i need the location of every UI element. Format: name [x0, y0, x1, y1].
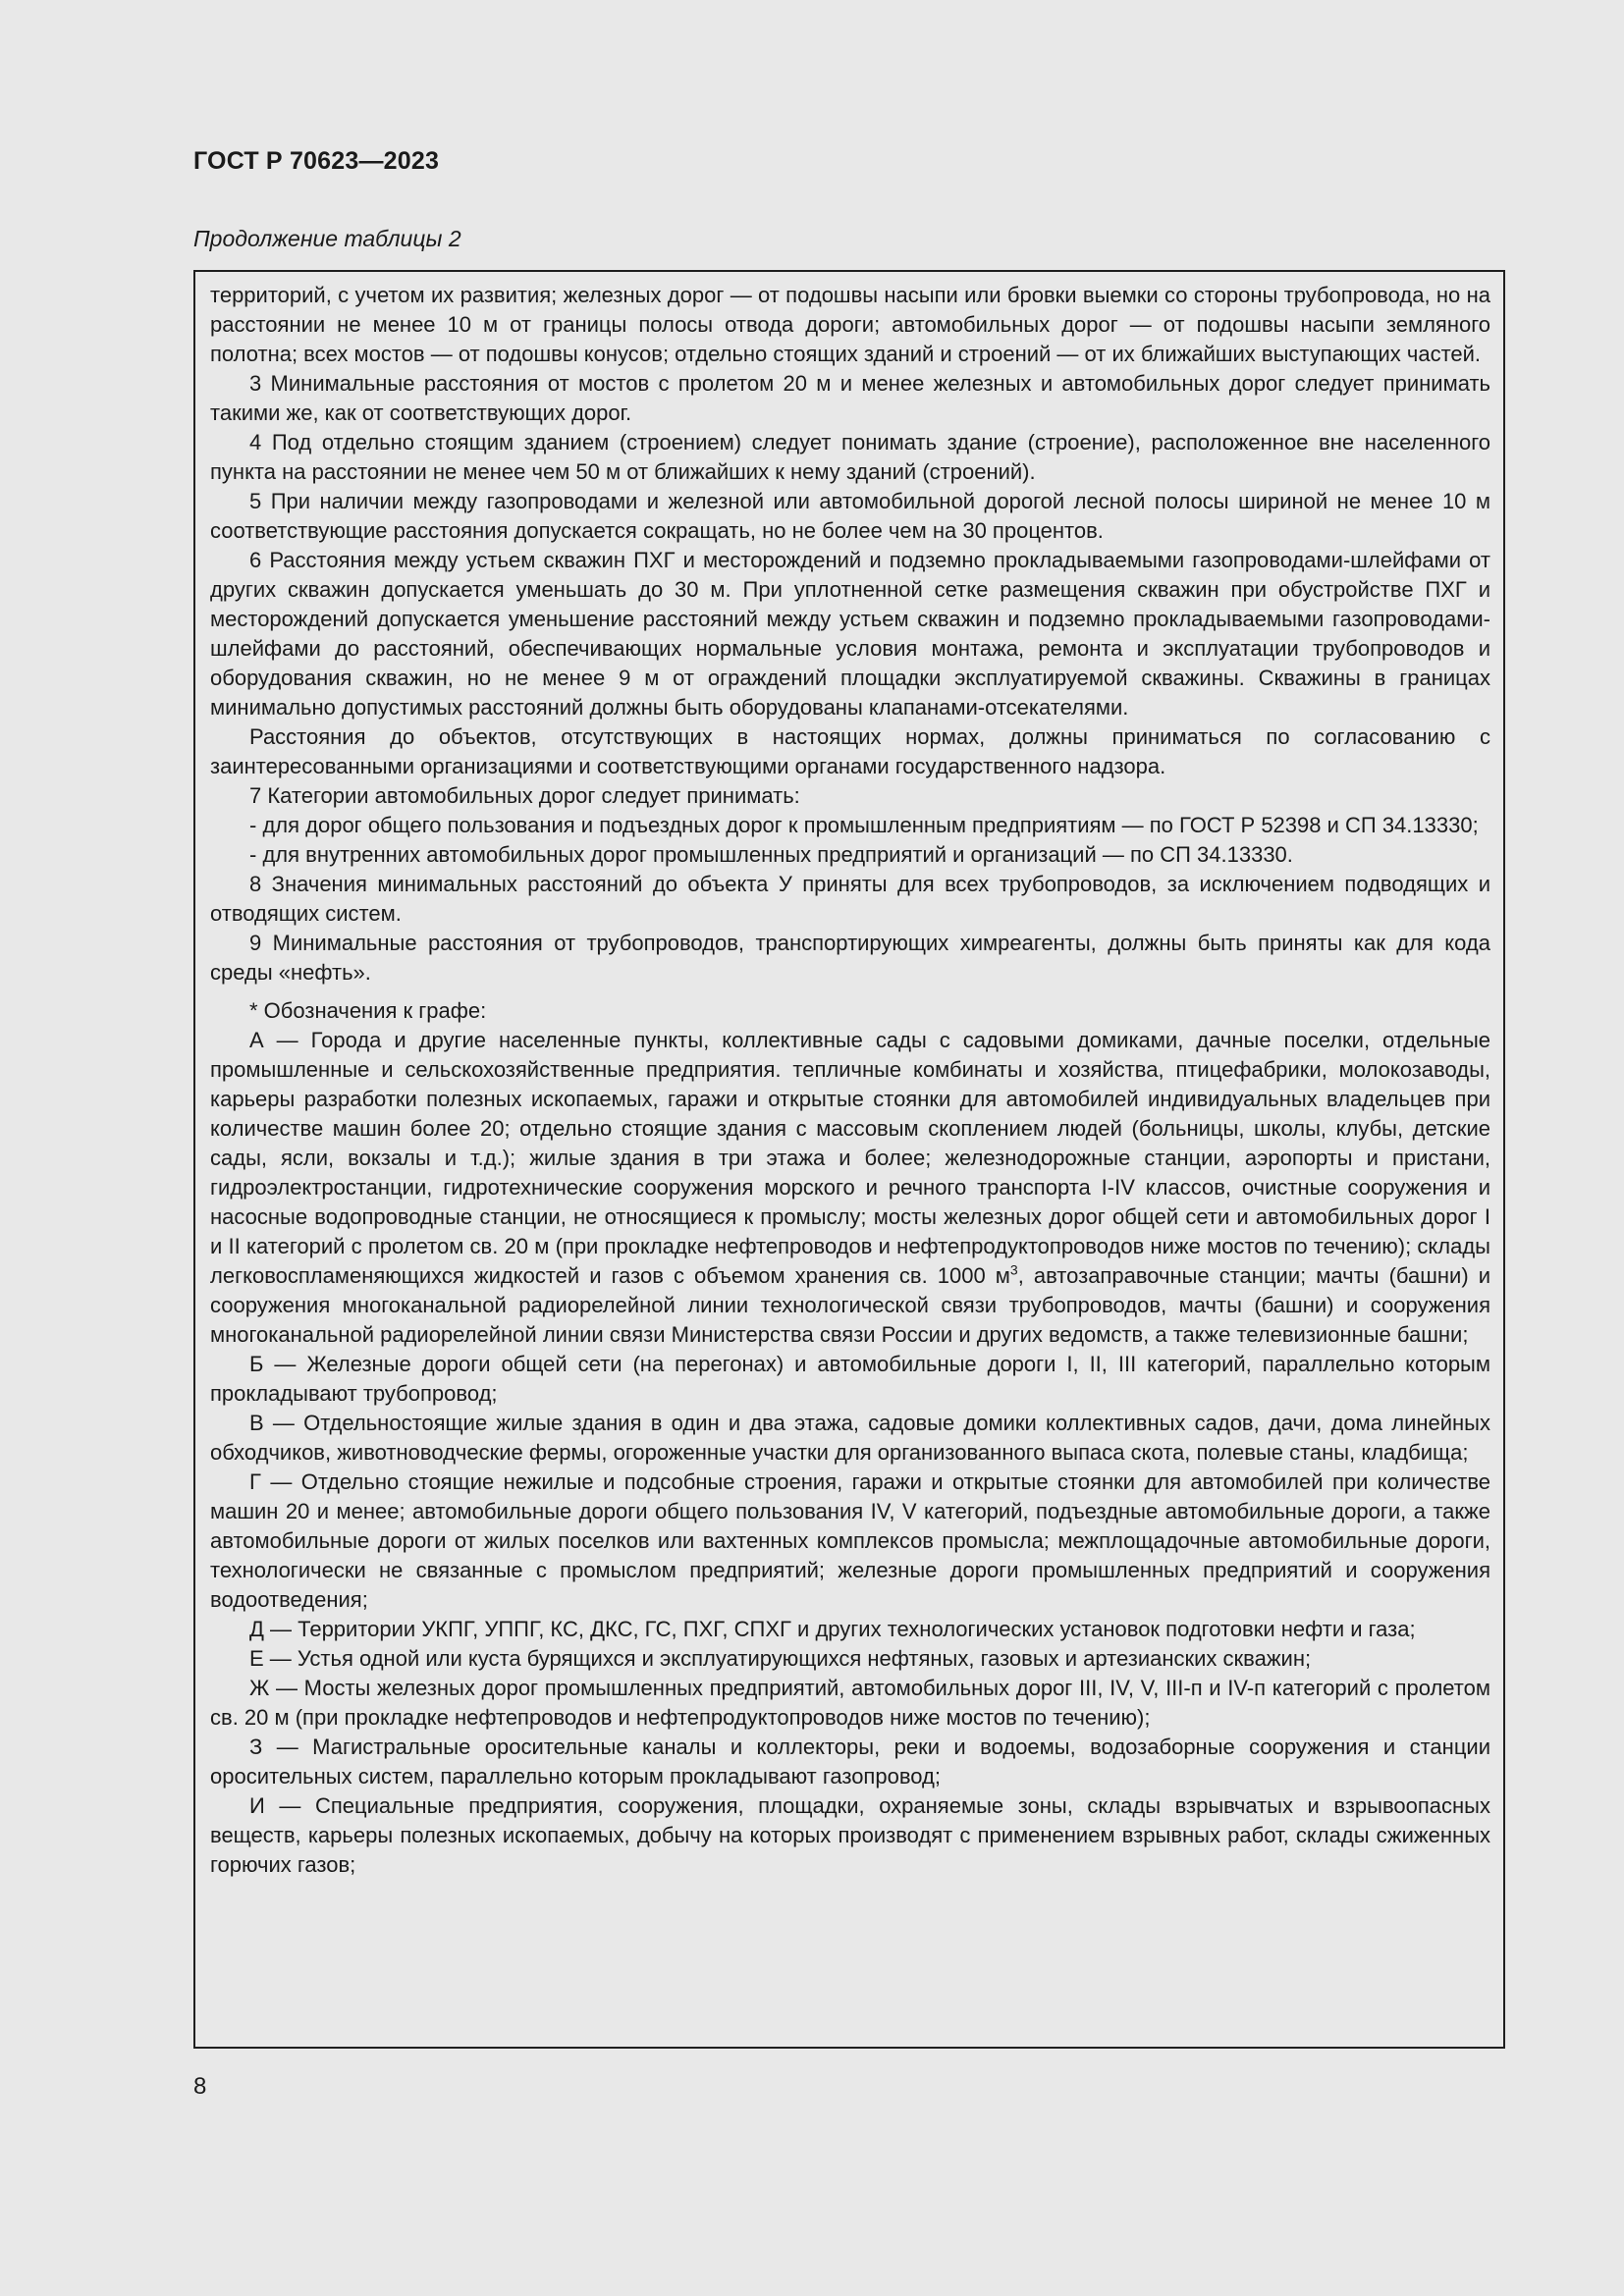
- note-continuation: территорий, с учетом их развития; железных дорог — от подошвы насыпи или бровки выемки со стороны трубопровода, но на расстоянии не менее 10 м от границы полосы отвода дороги; автомобильных дорог — от подошвы насыпи земляного полотна; всех мостов — от подошвы конусов; отдельно стоящих зданий и строений — от их ближайших выступающих частей.: [210, 283, 1490, 366]
- note-6: 6 Расстояния между устьем скважин ПХГ и месторождений и подземно прокладываемыми газопроводами-шлейфами от других скважин допускается уменьшать до 30 м. При уплотненной сетке размещения скважин при обустройстве ПХГ и месторождений допускается уменьшение расстояний между устьем скважин и подземно прокладываемыми газопроводами-шлейфами до расстояний, обеспечивающих нормальные условия монтажа, ремонта и эксплуатации трубопроводов и оборудования скважин, но не менее 9 м от ограждений площадки эксплуатируемой скважины. Скважины в границах минимально допустимых расстояний должны быть оборудованы клапанами-отсекателями.: [210, 548, 1490, 720]
- legend-item-d: Д — Территории УКПГ, УППГ, КС, ДКС, ГС, ПХГ, СПХГ и других технологических установок подготовки нефти и газа;: [249, 1617, 1416, 1641]
- note-3: 3 Минимальные расстояния от мостов с пролетом 20 м и менее железных и автомобильных дорог следует принимать такими же, как от соответствующих дорог.: [210, 371, 1490, 425]
- table-notes-cell: [193, 270, 1505, 2049]
- legend-item-b: Б — Железные дороги общей сети (на перегонах) и автомобильные дороги I, II, III категорий, параллельно которым прокладывают трубопровод;: [210, 1352, 1490, 1406]
- legend-item-a-text-cont: , автозаправочные станции; мачты (башни) и сооружения многоканальной радиорелейной линии технологической связи трубопроводов, мачты (башни) и сооружения многоканальной радиорелейной линии связи Министерства связи России и других ведомств, а также телевизионные башни;: [210, 1263, 1490, 1347]
- table-continuation-caption: Продолжение таблицы 2: [193, 226, 461, 251]
- document-code: ГОСТ Р 70623—2023: [193, 147, 440, 175]
- legend-item-e: Е — Устья одной или куста бурящихся и эксплуатирующихся нефтяных, газовых и артезианских скважин;: [249, 1646, 1312, 1671]
- legend-item-i: И — Специальные предприятия, сооружения, площадки, охраняемые зоны, склады взрывчатых и взрывоопасных веществ, карьеры полезных ископаемых, добычу на которых производят с применением взрывных работ, склады сжиженных горючих газов;: [210, 1793, 1490, 1877]
- note-7-item-2: - для внутренних автомобильных дорог промышленных предприятий и организаций — по СП 34.13330.: [249, 842, 1293, 867]
- note-5: 5 При наличии между газопроводами и железной или автомобильной дорогой лесной полосы шириной не менее 10 м соответствующие расстояния допускается сокращать, но не более чем на 30 процентов.: [210, 489, 1490, 543]
- legend-item-g: Г — Отдельно стоящие нежилые и подсобные строения, гаражи и открытые стоянки для автомобилей при количестве машин 20 и менее; автомобильные дороги общего пользования IV, V категорий, подъездные автомобильные дороги, а также автомобильные дороги от жилых поселков или вахтенных комплексов промысла; межплощадочные автомобильные дороги, технологически не связанные с промыслом предприятий; железные дороги промышленных предприятий и сооружения водоотведения;: [210, 1469, 1490, 1612]
- page-number: 8: [193, 2073, 207, 2100]
- note-6-addendum: Расстояния до объектов, отсутствующих в настоящих нормах, должны приниматься по согласованию с заинтересованными организациями и соответствующими органами государственного надзора.: [210, 724, 1490, 778]
- legend-item-a: [210, 1026, 1490, 1350]
- note-4: 4 Под отдельно стоящим зданием (строением) следует понимать здание (строение), расположенное вне населенного пункта на расстоянии не менее чем 50 м от ближайших к нему зданий (строений).: [210, 430, 1490, 484]
- legend-item-a-text: А — Города и другие населенные пункты, коллективные сады с садовыми домиками, дачные поселки, отдельные промышленные и сельскохозяйственные предприятия. тепличные комбинаты и хозяйства, птицефабрики, молокозаводы, карьеры разработки полезных ископаемых, гаражи и открытые стоянки для автомобилей индивидуальных владельцев при количестве машин более 20; отдельно стоящие здания с массовым скоплением людей (больницы, школы, клубы, детские сады, ясли, вокзалы и т.д.); жилые здания в три этажа и более; железнодорожные станции, аэропорты и пристани, гидроэлектростанции, гидротехнические сооружения морского и речного транспорта I-IV классов, очистные сооружения и насосные водопроводные станции, не относящиеся к промыслу; мосты железных дорог общей сети и автомобильных дорог I и II категорий с пролетом св. 20 м (при прокладке нефтепроводов и нефтепродуктопроводов ниже мостов по течению); склады легковоспламеняющихся жидкостей и газов с объемом хранения св. 1000 м: [210, 1028, 1490, 1288]
- legend-item-v: В — Отдельностоящие жилые здания в один и два этажа, садовые домики коллективных садов, дачи, дома линейных обходчиков, животноводческие фермы, огороженные участки для организованного выпаса скота, полевые станы, кладбища;: [210, 1411, 1490, 1465]
- note-7-item-1: - для дорог общего пользования и подъездных дорог к промышленным предприятиям — по ГОСТ Р 52398 и СП 34.13330;: [249, 813, 1479, 837]
- note-8: 8 Значения минимальных расстояний до объекта У приняты для всех трубопроводов, за исключением подводящих и отводящих систем.: [210, 872, 1490, 926]
- notes-text: [210, 281, 1490, 1880]
- note-7: 7 Категории автомобильных дорог следует принимать:: [249, 783, 800, 808]
- legend-item-zh: Ж — Мосты железных дорог промышленных предприятий, автомобильных дорог III, IV, V, III-п и IV-п категорий с пролетом св. 20 м (при прокладке нефтепроводов и нефтепродуктопроводов ниже мостов по течению);: [210, 1676, 1490, 1730]
- note-9: 9 Минимальные расстояния от трубопроводов, транспортирующих химреагенты, должны быть приняты как для кода среды «нефть».: [210, 931, 1490, 985]
- legend-item-z: З — Магистральные оросительные каналы и коллекторы, реки и водоемы, водозаборные сооружения и станции оросительных систем, параллельно которым прокладывают газопровод;: [210, 1735, 1490, 1789]
- cubic-exponent: 3: [1009, 1261, 1018, 1278]
- legend-heading: * Обозначения к графе:: [249, 998, 487, 1023]
